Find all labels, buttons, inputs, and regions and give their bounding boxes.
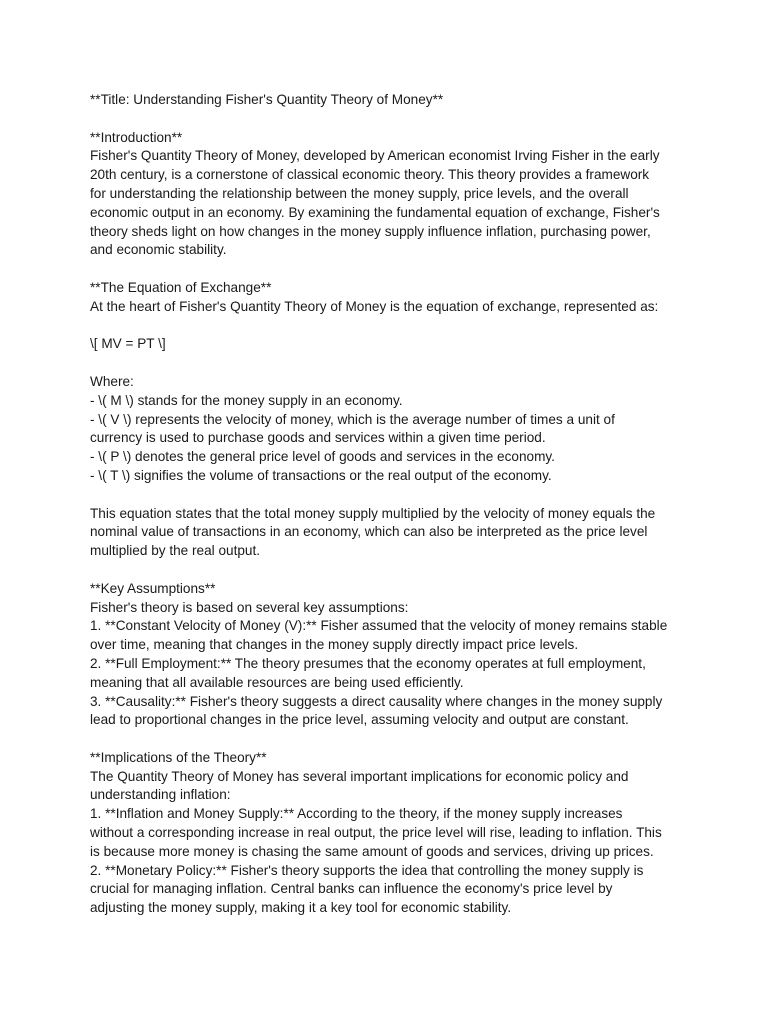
where-label: Where: bbox=[90, 373, 134, 389]
list-item-line: 1. **Constant Velocity of Money (V):** Fisher assumed that the velocity of money remains stable bbox=[90, 618, 668, 634]
section-heading: **Introduction** bbox=[90, 129, 183, 145]
list-item-line: over time, meaning that changes in the money supply directly impact price levels. bbox=[90, 637, 579, 653]
list-item-line: lead to proportional changes in the price level, assuming velocity and output are constant. bbox=[90, 712, 629, 728]
paragraph-line: Fisher's theory is based on several key assumptions: bbox=[90, 599, 409, 615]
list-item-line: crucial for managing inflation. Central banks can influence the economy's price level by bbox=[90, 881, 613, 897]
equation: \[ MV = PT \] bbox=[90, 336, 166, 352]
equation-section bbox=[90, 279, 688, 561]
list-item-line: 2. **Monetary Policy:** Fisher's theory supports the idea that controlling the money supply is bbox=[90, 862, 644, 878]
paragraph-line: The Quantity Theory of Money has several important implications for economic policy and bbox=[90, 768, 629, 784]
paragraph-line: This equation states that the total money supply multiplied by the velocity of money equals the bbox=[90, 505, 656, 521]
list-item-line: is because more money is chasing the same amount of goods and services, driving up prices. bbox=[90, 843, 654, 859]
list-item-line: 1. **Inflation and Money Supply:** According to the theory, if the money supply increases bbox=[90, 806, 623, 822]
definition-line: - \( M \) stands for the money supply in an economy. bbox=[90, 392, 403, 408]
section-heading: **The Equation of Exchange** bbox=[90, 279, 272, 295]
paragraph-line: theory sheds light on how changes in the money supply influence inflation, purchasing power, bbox=[90, 223, 651, 239]
definition-line: currency is used to purchase goods and services within a given time period. bbox=[90, 430, 546, 446]
introduction-section bbox=[90, 129, 688, 261]
definition-line: - \( P \) denotes the general price level of goods and services in the economy. bbox=[90, 449, 555, 465]
definition-line: - \( T \) signifies the volume of transactions or the real output of the economy. bbox=[90, 467, 552, 483]
paragraph-line: Fisher's Quantity Theory of Money, developed by American economist Irving Fisher in the early bbox=[90, 148, 660, 164]
implications-section bbox=[90, 749, 688, 918]
list-item-line: without a corresponding increase in real output, the price level will rise, leading to inflation. This bbox=[90, 825, 662, 841]
paragraph-line: 20th century, is a cornerstone of classical economic theory. This theory provides a framework bbox=[90, 167, 650, 183]
list-item-line: 2. **Full Employment:** The theory presumes that the economy operates at full employment, bbox=[90, 655, 646, 671]
paragraph-line: understanding inflation: bbox=[90, 787, 231, 803]
definition-line: - \( V \) represents the velocity of money, which is the average number of times a unit of bbox=[90, 411, 615, 427]
assumptions-section bbox=[90, 580, 688, 730]
paragraph-line: and economic stability. bbox=[90, 242, 227, 258]
list-item-line: 3. **Causality:** Fisher's theory suggests a direct causality where changes in the money supply bbox=[90, 693, 663, 709]
paragraph-line: economic output in an economy. By examining the fundamental equation of exchange, Fisher's bbox=[90, 204, 660, 220]
paragraph-line: for understanding the relationship between the money supply, price levels, and the overall bbox=[90, 185, 629, 201]
list-item-line: meaning that all available resources are being used efficiently. bbox=[90, 674, 464, 690]
paragraph-line: nominal value of transactions in an economy, which can also be interpreted as the price level bbox=[90, 524, 648, 540]
paragraph-line: multiplied by the real output. bbox=[90, 543, 261, 559]
list-item-line: adjusting the money supply, making it a key tool for economic stability. bbox=[90, 900, 512, 916]
section-heading: **Implications of the Theory** bbox=[90, 749, 267, 765]
document-title: **Title: Understanding Fisher's Quantity Theory of Money** bbox=[90, 92, 444, 107]
paragraph-line: At the heart of Fisher's Quantity Theory of Money is the equation of exchange, represented as: bbox=[90, 298, 659, 314]
section-heading: **Key Assumptions** bbox=[90, 580, 216, 596]
